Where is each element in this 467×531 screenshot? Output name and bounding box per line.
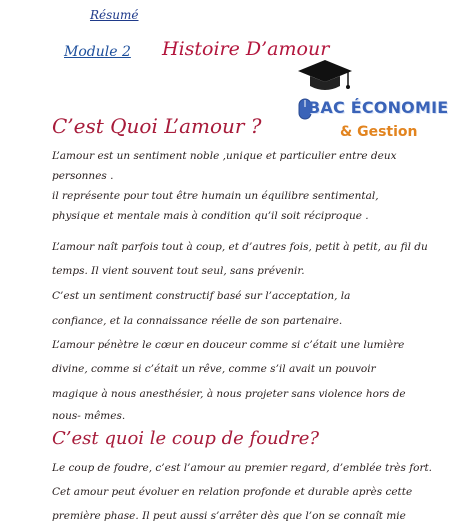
paragraph-line: physique et mentale mais à condition qu’il soit réciproque . [52,210,369,222]
paragraph-line: magique à nous anesthésier, à nous projeter sans violence hors de [52,388,406,400]
paragraph-line: personnes . [52,170,114,182]
logo-sub-text: & Gestion [340,124,418,140]
paragraph-line: temps. Il vient souvent tout seul, sans prévenir. [52,265,305,277]
paragraph-line: Le coup de foudre, c’est l’amour au premier regard, d’emblée très fort. [52,462,433,474]
module-label: Module 2 [64,44,131,60]
paragraph-line: première phase. Il peut aussi s’arrêter dès que l’on se connaît mie [52,510,406,522]
paragraph-line: L’amour est un sentiment noble ,unique et particulier entre deux [52,150,397,162]
section-heading-coup-de-foudre: C’est quoi le coup de foudre? [52,428,320,449]
resume-label: Résumé [90,8,139,22]
logo-main-text: BAC ÉCONOMIE [308,98,449,117]
paragraph-line: Cet amour peut évoluer en relation profonde et durable après cette [52,486,413,498]
section-heading-amour: C’est Quoi L’amour ? [52,114,262,138]
graduation-cap-icon [296,58,354,100]
paragraph-line: C’est un sentiment constructif basé sur l’acceptation, la [52,290,351,302]
paragraph-line: divine, comme si c’était un rêve, comme s’il avait un pouvoir [52,363,376,375]
logo [288,58,448,148]
paragraph-line: il représente pour tout être humain un équilibre sentimental, [52,190,379,202]
paragraph-line: L’amour pénètre le cœur en douceur comme si c’était une lumière [52,339,405,351]
page-title: Histoire D’amour [162,38,330,60]
paragraph-line: confiance, et la connaissance réelle de son partenaire. [52,315,343,327]
paragraph-line: nous- mêmes. [52,410,126,422]
paragraph-line: L’amour naît parfois tout à coup, et d’autres fois, petit à petit, au fil du [52,241,428,253]
